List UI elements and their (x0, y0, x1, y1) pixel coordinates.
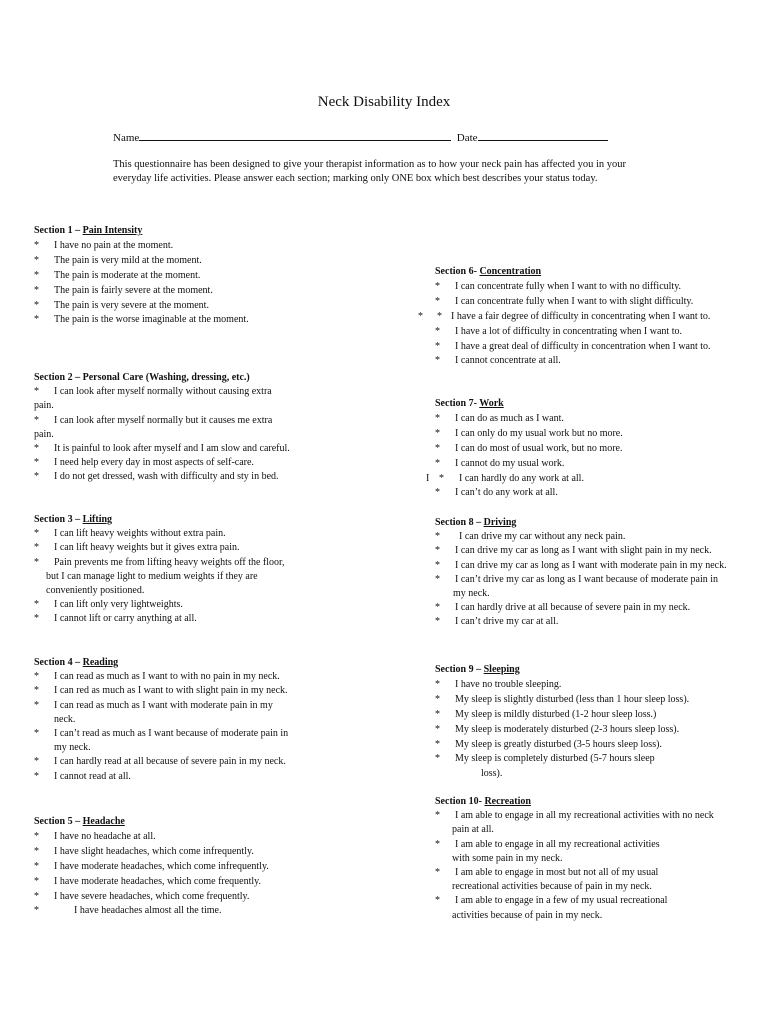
intro-text: This questionnaire has been designed to give your therapist information as to how your neck pain has affected you in your everyday life activities. Please answer each section; marking only ONE box which best describes your status today. (113, 159, 627, 184)
list-item[interactable]: * I can only do my usual work but no more. (435, 427, 623, 439)
section-10 (435, 795, 714, 923)
list-item[interactable]: * I have moderate headaches, which come infrequently. (34, 860, 269, 872)
list-item[interactable]: * Pain prevents me from lifting heavy weights off the floor, (34, 556, 285, 568)
list-item[interactable]: * My sleep is greatly disturbed (3-5 hours sleep loss). (435, 738, 662, 750)
list-item[interactable]: * I can lift only very lightweights. (34, 599, 183, 611)
stray-mark: I (426, 472, 430, 484)
section-1 (34, 224, 249, 328)
section-7 (426, 397, 623, 501)
list-item[interactable]: * I can read as much as I want to with no pain in my neck. (34, 671, 280, 683)
section-7-title: Section 7- Work (435, 398, 504, 409)
list-item[interactable]: * I do not get dressed, wash with difficulty and sty in bed. (34, 471, 279, 483)
list-item[interactable]: * I can concentrate fully when I want to with no difficulty. (435, 280, 682, 292)
section-6 (418, 265, 711, 369)
list-item[interactable]: * I have a great deal of difficulty in concentration when I want to. (435, 340, 711, 352)
list-item[interactable]: * I can’t drive my car as long as I want because of moderate pain in (435, 573, 719, 585)
list-item[interactable]: * I can lift heavy weights without extra pain. (34, 528, 226, 540)
section-4-title: Section 4 – Reading (34, 657, 119, 668)
name-field[interactable] (139, 129, 451, 141)
list-item[interactable]: * I have no headache at all. (34, 830, 156, 842)
list-item[interactable]: * I have a lot of difficulty in concentrating when I want to. (435, 325, 682, 337)
list-item[interactable]: * I have moderate headaches, which come frequently. (34, 875, 262, 887)
list-item[interactable]: * The pain is moderate at the moment. (34, 269, 201, 281)
list-item[interactable]: * I cannot concentrate at all. (435, 355, 561, 367)
list-item-cont: with some pain in my neck. (452, 852, 563, 864)
section-9 (435, 663, 689, 782)
list-item-cont: conveniently positioned. (46, 585, 145, 597)
section-10-title: Section 10- Recreation (435, 796, 531, 807)
list-item-cont: pain. (34, 428, 54, 440)
section-1-title: Section 1 – Pain Intensity (34, 225, 143, 236)
list-item[interactable]: * I can do most of usual work, but no more. (435, 442, 623, 454)
name-date-row (113, 129, 608, 144)
list-item-cont: pain. (34, 400, 54, 412)
section-6-title: Section 6- Concentration (435, 266, 542, 277)
section-8 (435, 516, 727, 630)
list-item[interactable]: * I have severe headaches, which come frequently. (34, 890, 250, 902)
list-item[interactable]: * My sleep is slightly disturbed (less than 1 hour sleep loss). (435, 693, 690, 705)
list-item[interactable]: * I can look after myself normally but it causes me extra (34, 414, 273, 426)
list-item-cont: my neck. (453, 588, 490, 600)
list-item[interactable]: * I can’t read as much as I want because of moderate pain in (34, 728, 289, 740)
section-5-title: Section 5 – Headache (34, 816, 125, 827)
list-item[interactable]: * I need help every day in most aspects of self-care. (34, 457, 254, 469)
section-2 (34, 371, 290, 485)
section-5 (34, 815, 269, 919)
list-item-cont: loss). (481, 768, 503, 780)
list-item[interactable]: * The pain is very mild at the moment. (34, 254, 202, 266)
list-item-cont: pain at all. (452, 824, 494, 836)
list-item[interactable]: * I can read as much as I want with moderate pain in my (34, 699, 273, 711)
list-item[interactable]: * My sleep is completely disturbed (5-7 hours sleep (435, 753, 655, 765)
list-item[interactable]: * I am able to engage in all my recreational activities (435, 838, 660, 850)
list-item[interactable]: * My sleep is mildly disturbed (1-2 hour sleep loss.) (435, 708, 657, 720)
list-item-cont: neck. (54, 713, 76, 725)
list-item-cont: activities because of pain in my neck. (452, 909, 603, 921)
list-item[interactable]: * I can’t drive my car at all. (435, 616, 559, 628)
list-item[interactable]: * My sleep is moderately disturbed (2-3 hours sleep loss). (435, 723, 680, 735)
list-item[interactable]: * I cannot lift or carry anything at all. (34, 613, 197, 625)
list-item[interactable]: * I can’t do any work at all. (435, 487, 558, 499)
list-item[interactable]: * The pain is very severe at the moment. (34, 299, 209, 311)
list-item[interactable]: * I can hardly drive at all because of severe pain in my neck. (435, 602, 691, 614)
name-label: Name (113, 132, 140, 144)
list-item[interactable]: * I can drive my car as long as I want with moderate pain in my neck. (435, 559, 727, 571)
list-item[interactable]: * It is painful to look after myself and I am slow and careful. (34, 443, 290, 455)
list-item[interactable]: * I am able to engage in all my recreational activities with no neck (435, 810, 714, 822)
list-item[interactable]: * I have slight headaches, which come infrequently. (34, 845, 254, 857)
list-item[interactable]: * The pain is the worse imaginable at the moment. (34, 314, 249, 326)
list-item-cont: recreational activities because of pain in my neck. (452, 881, 652, 893)
section-4 (34, 656, 288, 784)
list-item[interactable]: * I have headaches almost all the time. (34, 905, 222, 917)
list-item-cont: but I can manage light to medium weights if they are (46, 570, 258, 582)
list-item[interactable]: * I am able to engage in most but not all of my usual (435, 867, 659, 879)
list-item[interactable]: * I am able to engage in a few of my usual recreational (435, 895, 668, 907)
list-item[interactable]: * * I have a fair degree of difficulty in concentrating when I want to. (418, 310, 711, 322)
page-title: Neck Disability Index (317, 94, 451, 110)
list-item[interactable]: * I can look after myself normally without causing extra (34, 386, 272, 398)
list-item[interactable]: * The pain is fairly severe at the moment. (34, 284, 213, 296)
list-item[interactable]: * I can hardly read at all because of severe pain in my neck. (34, 756, 286, 768)
list-item[interactable]: * I have no pain at the moment. (34, 239, 174, 251)
list-item[interactable]: I * I can hardly do any work at all. (426, 472, 623, 487)
list-item[interactable]: * I can lift heavy weights but it gives extra pain. (34, 542, 240, 554)
list-item[interactable]: * I can concentrate fully when I want to with slight difficulty. (435, 295, 694, 307)
section-3 (34, 513, 284, 627)
section-8-title: Section 8 – Driving (435, 517, 517, 528)
section-3-title: Section 3 – Lifting (34, 514, 113, 525)
section-9-title: Section 9 – Sleeping (435, 664, 520, 675)
list-item[interactable]: * I can drive my car without any neck pain. (435, 531, 626, 543)
section-2-title: Section 2 – Personal Care (Washing, dressing, etc.) (34, 372, 250, 383)
list-item[interactable]: * I can red as much as I want to with slight pain in my neck. (34, 685, 288, 697)
list-item[interactable]: * I can do as much as I want. (435, 412, 564, 424)
list-item[interactable]: * I cannot do my usual work. (435, 457, 565, 469)
date-label: Date (456, 132, 478, 144)
list-item[interactable]: * I can drive my car as long as I want with slight pain in my neck. (435, 545, 712, 557)
list-item[interactable]: * I have no trouble sleeping. (435, 678, 562, 690)
date-field[interactable] (478, 129, 608, 141)
list-item-cont: my neck. (54, 742, 91, 754)
list-item[interactable]: * I cannot read at all. (34, 770, 131, 782)
